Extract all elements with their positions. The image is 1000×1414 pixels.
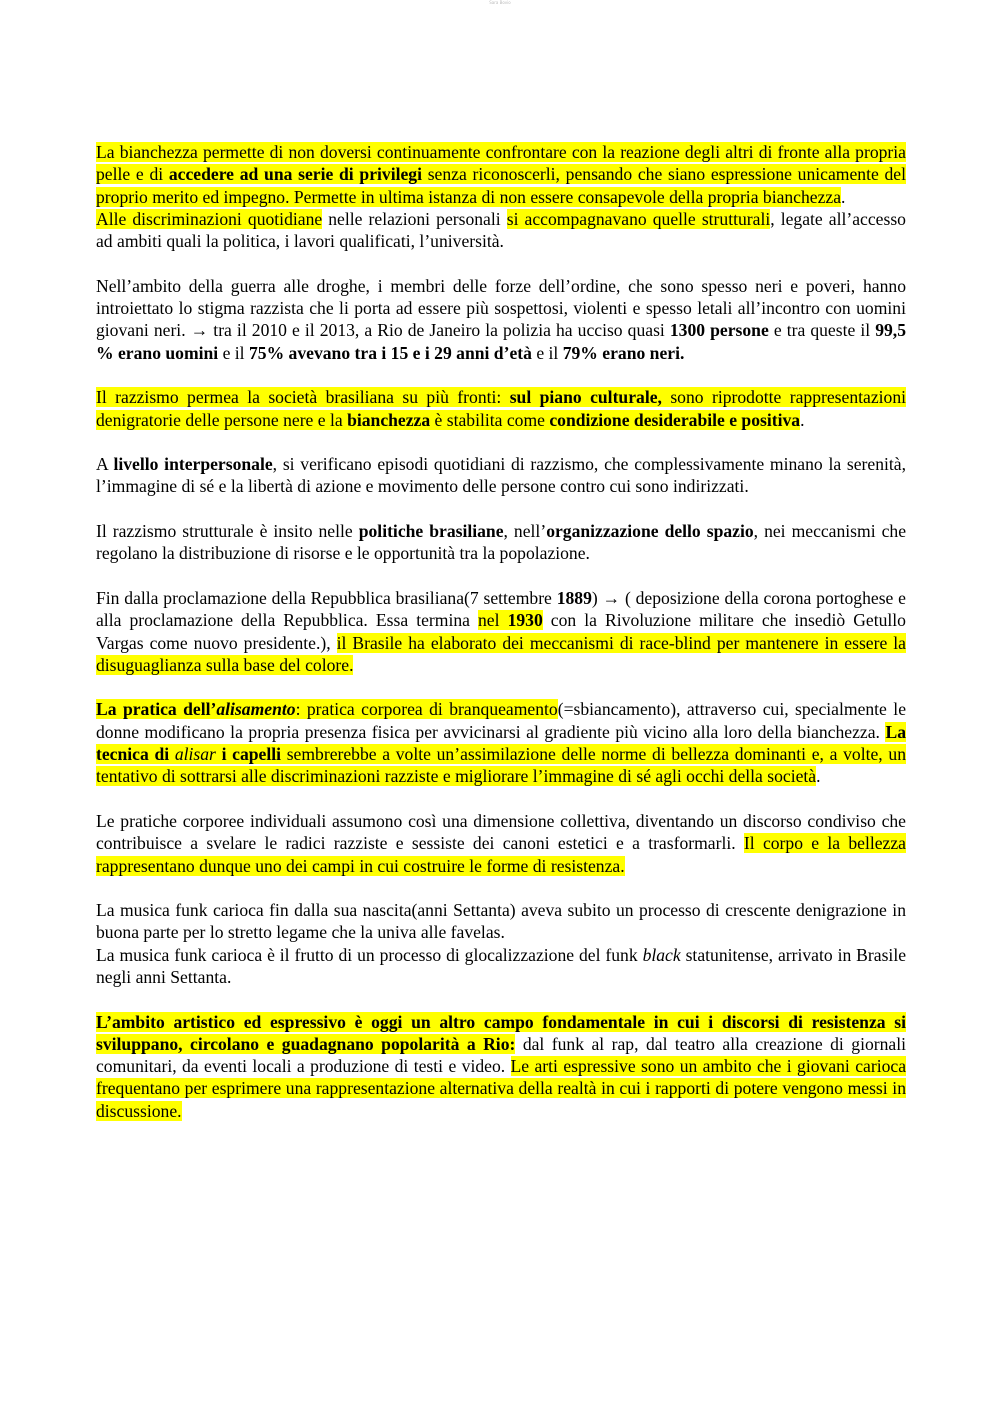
highlighted-text-run: sono riprodotte rappresentazioni denigratorie delle persone nere e la <box>96 387 907 430</box>
text-run: e tra queste il <box>768 320 876 341</box>
highlighted-italic-text-run: alisar <box>174 744 216 765</box>
text-run: dal funk al rap, dal teatro alla creazione di giornali comunitari, da eventi locali a produzione di testi e video. <box>96 1033 906 1077</box>
text-run: e il <box>531 342 563 363</box>
paragraph-p3 <box>96 275 906 364</box>
text-run: . <box>800 409 805 430</box>
paragraph-p4 <box>96 386 906 431</box>
highlighted-bold-text-run: accedere ad una serie di privilegi <box>168 164 422 185</box>
paragraph-p1 <box>96 141 906 208</box>
text-run: , legate all’accesso ad ambiti quali la politica, i lavori qualificati, l’università. <box>96 208 906 252</box>
bold-text-run: 75% avevano tra i 15 e i 29 anni d’età <box>248 342 532 363</box>
highlighted-bold-text-run: La pratica dell’ <box>96 699 217 720</box>
text-run: Nell’ambito della guerra alle droghe, i membri delle forze dell’ordine, che sono spesso neri e poveri, hanno introiettato lo stigma razzista che li porta ad essere più sospettosi, violenti e spesso letali all’incontro con uomini giovani neri. → tra il 2010 e il 2013, a Rio de Janeiro la polizia ha ucciso quasi <box>96 275 906 341</box>
highlighted-text-run: Alle discriminazioni quotidiane <box>96 208 323 229</box>
paragraph-p6 <box>96 520 906 565</box>
bold-text-run: politiche brasiliane <box>358 521 504 542</box>
text-run: statunitense, arrivato in Brasile negli anni Settanta. <box>96 944 907 987</box>
highlighted-text-run: sembrerebbe a volte un’assimilazione delle norme di bellezza dominanti e, a volte, un tentativo di sottrarsi alle discriminazioni razziste e migliorare l’immagine di sé agli occhi della società <box>96 744 906 787</box>
highlighted-bold-text-run: 1930 <box>507 610 543 631</box>
bold-text-run: 79% erano neri. <box>562 342 685 363</box>
bold-text-run: livello interpersonale <box>113 454 273 475</box>
text-run: . <box>841 186 846 207</box>
text-run: La musica funk carioca fin dalla sua nascita(anni Settanta) aveva subito un processo di crescente denigrazione in buona parte per lo stretto legame che la univa alle favelas. <box>96 900 906 943</box>
text-run: Fin dalla proclamazione della Repubblica brasiliana(7 settembre <box>96 587 557 608</box>
text-run: A <box>96 454 114 475</box>
text-run: La musica funk carioca è il frutto di un processo di glocalizzazione del funk <box>96 944 643 965</box>
text-run: . <box>816 766 821 787</box>
text-run: , si verificano episodi quotidiani di razzismo, che complessivamente minano la serenità, l’immagine di sé e la libertà di azione e movimento delle persone contro cui sono indirizzati. <box>96 454 906 497</box>
document-body <box>96 141 906 1122</box>
bold-text-run: 1300 persone <box>669 320 769 341</box>
text-run: , nell’ <box>503 521 547 542</box>
text-run: con la Rivoluzione militare che insediò Getullo Vargas come nuovo presidente.), <box>96 610 906 653</box>
highlighted-bold-text-run: sul piano culturale, <box>509 387 662 408</box>
paragraph-p5 <box>96 453 906 498</box>
highlighted-bold-text-run: condizione desiderabile e positiva <box>549 409 801 430</box>
highlighted-bold-text-run: La tecnica di <box>96 721 906 765</box>
bold-text-run: 99,5 % erano uomini <box>96 320 906 363</box>
text-run: , nei meccanismi che regolano la distribuzione di risorse e le opportunità tra la popolazione. <box>96 521 907 564</box>
highlighted-text-run: Il razzismo permea la società brasiliana su più fronti: <box>96 387 510 408</box>
highlighted-text-run: Il corpo e la bellezza rappresentano dunque uno dei campi in cui costruire le forme di resistenza. <box>96 833 906 876</box>
paragraph-spacer <box>96 364 906 386</box>
highlighted-text-run: è stabilita come <box>430 409 550 430</box>
paragraph-spacer <box>96 252 906 274</box>
text-run: e il <box>218 342 249 363</box>
paragraph-spacer <box>96 676 906 698</box>
header-mark: Sara Bovio <box>489 0 511 5</box>
paragraph-p9 <box>96 810 906 877</box>
paragraph-p2 <box>96 208 906 253</box>
italic-text-run: black <box>642 944 681 965</box>
paragraph-spacer <box>96 877 906 899</box>
paragraph-p11 <box>96 944 906 989</box>
highlighted-bold-italic-text-run: alisamento <box>216 699 296 720</box>
highlighted-text-run: si accompagnavano quelle strutturali <box>506 208 771 229</box>
text-run: ) → ( deposizione della corona portoghese e alla proclamazione della Repubblica. Essa termina <box>96 587 906 631</box>
text-run: Le pratiche corporee individuali assumono così una dimensione collettiva, diventando un discorso condiviso che contribuisce a svelare le radici razziste e sessiste dei canoni estetici e a trasformarli. <box>96 810 906 854</box>
highlighted-text-run: : pratica corporea di branqueamento <box>295 699 558 720</box>
paragraph-spacer <box>96 431 906 453</box>
paragraph-p12 <box>96 1011 906 1122</box>
paragraph-spacer <box>96 988 906 1010</box>
paragraph-p7 <box>96 587 906 676</box>
text-run: (=sbiancamento), attraverso cui, specialmente le donne modificano la propria presenza fisica per avvicinarsi al gradiente più vicino alla loro della bianchezza. <box>96 699 906 742</box>
bold-text-run: organizzazione dello spazio <box>546 521 754 542</box>
paragraph-p10 <box>96 899 906 944</box>
bold-text-run: 1889 <box>556 587 592 608</box>
highlighted-text-run: Le arti espressive sono un ambito che i giovani carioca frequentano per esprimere una rappresentazione alternativa della realtà in cui i rapporti di potere vengono messi in discussione. <box>96 1056 906 1121</box>
highlighted-bold-text-run: bianchezza <box>347 409 431 430</box>
highlighted-text-run: La bianchezza permette di non doversi continuamente confrontare con la reazione degli altri di fronte alla propria pelle e di <box>96 142 906 185</box>
highlighted-bold-text-run: L’ambito artistico ed espressivo è oggi un altro campo fondamentale in cui i discorsi di resistenza si sviluppano, circolano e guadagnano popolarità a Rio: <box>96 1011 906 1054</box>
highlighted-bold-text-run: i capelli <box>215 744 282 765</box>
highlighted-text-run: nel <box>478 610 508 631</box>
text-run: nelle relazioni personali <box>322 208 507 229</box>
paragraph-spacer <box>96 565 906 587</box>
paragraph-spacer <box>96 788 906 810</box>
paragraph-spacer <box>96 498 906 520</box>
highlighted-text-run: il Brasile ha elaborato dei meccanismi di race-blind per mantenere in essere la disuguaglianza sulla base del colore. <box>96 632 906 675</box>
text-run: Il razzismo strutturale è insito nelle <box>96 521 359 542</box>
highlighted-text-run: senza riconoscerli, pensando che siano espressione unicamente del proprio merito ed impegno. Permette in ultima istanza di non essere consapevole della propria bianchezza <box>96 164 906 207</box>
paragraph-p8 <box>96 698 906 787</box>
